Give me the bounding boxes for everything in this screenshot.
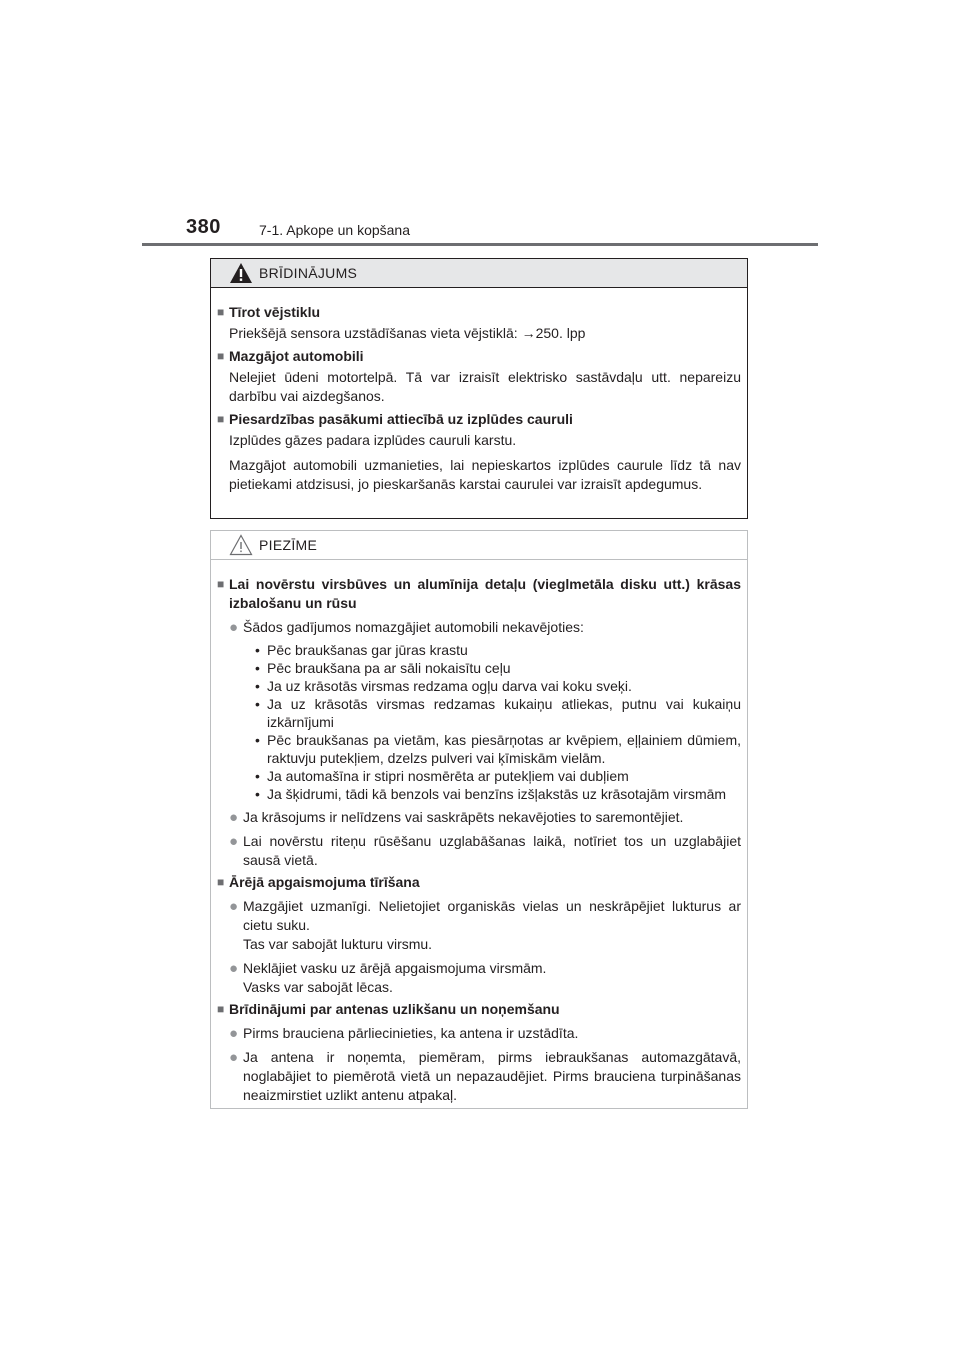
notice-section-lights <box>217 873 741 892</box>
warning-section-exhaust <box>217 410 741 429</box>
list-item: ● Ja krāsojums ir nelīdzens vai saskrāpēts nekavējoties to saremontējiet. <box>229 809 684 826</box>
section-title: 7-1. Apkope un kopšana <box>259 222 411 238</box>
warning-section-windshield <box>217 303 741 322</box>
warning-body <box>211 288 747 494</box>
list-item: ● Pirms brauciena pārliecinieties, ka antena ir uzstādīta. <box>229 1025 579 1042</box>
paragraph: Nelejiet ūdeni motortelpā. Tā var izraisīt elektrisko sastāvdaļu utt. nepareizu darbību vai aizdegšanos. <box>229 369 741 404</box>
list-item: ● Lai novērstu riteņu rūsēšanu uzglabāšanas laikā, notīriet tos un uzglabājiet sausā vietā. <box>229 833 741 868</box>
section-heading: Brīdinājumi par antenas uzlikšanu un noņemšanu <box>229 1001 560 1017</box>
list-item: • Ja automašīna ir stipri nosmērēta ar putekļiem vai dubļiem <box>255 768 629 784</box>
section-heading: Lai novērstu virsbūves un alumīnija detaļu (vieglmetāla disku utt.) krāsas izbalošanu un rūsu <box>229 576 741 611</box>
list-item: ● Šādos gadījumos nomazgājiet automobili nekavējoties: <box>229 619 584 636</box>
paragraph: Mazgājot automobili uzmanieties, lai nepieskartos izplūdes caurule līdz tā nav pietiekami atdzisusi, jo pieskaršanās karstai caurulei var izraisīt apdegumus. <box>229 457 741 492</box>
square-bullet-icon: ■ <box>217 305 225 319</box>
list-item: • Pēc braukšana pa ar sāli nokaisītu ceļu <box>255 660 511 676</box>
circle-bullet-icon: ● <box>229 619 239 636</box>
circle-bullet-icon: ● <box>229 898 239 915</box>
circle-bullet-icon: ● <box>229 960 239 977</box>
paragraph: Izplūdes gāzes padara izplūdes cauruli karstu. <box>229 432 517 448</box>
list-item: ● Neklājiet vasku uz ārējā apgaismojuma virsmām. Vasks var sabojāt lēcas. <box>229 960 547 995</box>
notice-section-antenna <box>217 1000 741 1019</box>
warning-header <box>211 259 747 288</box>
list-item: ● Mazgājiet uzmanīgi. Nelietojiet organiskās vielas un neskrāpējiet lukturus ar cietu suku. Tas var sabojāt lukturu virsmu. <box>229 898 741 952</box>
warning-title: BRĪDINĀJUMS <box>259 265 358 281</box>
section-heading: Tīrot vējstiklu <box>229 304 321 320</box>
list-item: ● Ja antena ir noņemta, piemēram, pirms iebraukšanas automazgātavā, noglabājiet to piemērotā vietā un nepazaudējiet. Pirms brauciena turpināšanas neaizmirstiet uzlikt antenu atpakaļ. <box>229 1049 741 1103</box>
square-bullet-icon: ■ <box>217 349 225 363</box>
notice-section-paint <box>217 575 741 613</box>
header-rule <box>142 243 818 246</box>
paragraph: Priekšējā sensora uzstādīšanas vieta vējstiklā: →250. lpp <box>229 325 586 341</box>
circle-bullet-icon: ● <box>229 833 239 850</box>
page-number: 380 <box>186 216 221 238</box>
square-bullet-icon: ■ <box>217 412 225 426</box>
circle-bullet-icon: ● <box>229 1049 239 1066</box>
warning-box <box>210 258 748 519</box>
square-bullet-icon: ■ <box>217 875 225 889</box>
notice-body <box>211 560 747 1105</box>
list-item: • Ja uz krāsotās virsmas redzama ogļu darva vai koku sveķi. <box>255 678 632 694</box>
section-heading: Piesardzības pasākumi attiecībā uz izplūdes cauruli <box>229 411 573 427</box>
circle-bullet-icon: ● <box>229 1025 239 1042</box>
notice-title: PIEZĪME <box>259 537 318 553</box>
warning-section-washing <box>217 347 741 366</box>
list-item: • Pēc braukšanas pa vietām, kas piesārņotas ar kvēpiem, eļļainiem dūmiem, raktuvju putekļiem, dzelzs pulveri vai ķīmiskām vielām. <box>255 732 741 766</box>
circle-bullet-icon: ● <box>229 809 239 826</box>
section-heading: Ārējā apgaismojuma tīrīšana <box>229 874 420 890</box>
bullet-list <box>255 641 741 803</box>
caution-triangle-icon <box>229 534 253 556</box>
square-bullet-icon: ■ <box>217 1002 225 1016</box>
notice-box <box>210 530 748 1109</box>
list-item: • Pēc braukšanas gar jūras krastu <box>255 642 468 658</box>
list-item: • Ja šķidrumi, tādi kā benzols vai benzīns izšļakstās uz krāsotajām virsmām <box>255 786 727 802</box>
notice-header <box>211 531 747 560</box>
section-heading: Mazgājot automobili <box>229 348 364 364</box>
warning-triangle-icon <box>229 262 253 284</box>
square-bullet-icon: ■ <box>217 577 225 591</box>
list-item: • Ja uz krāsotās virsmas redzamas kukaiņu atliekas, putnu vai kukaiņu izkārnījumi <box>255 696 741 730</box>
